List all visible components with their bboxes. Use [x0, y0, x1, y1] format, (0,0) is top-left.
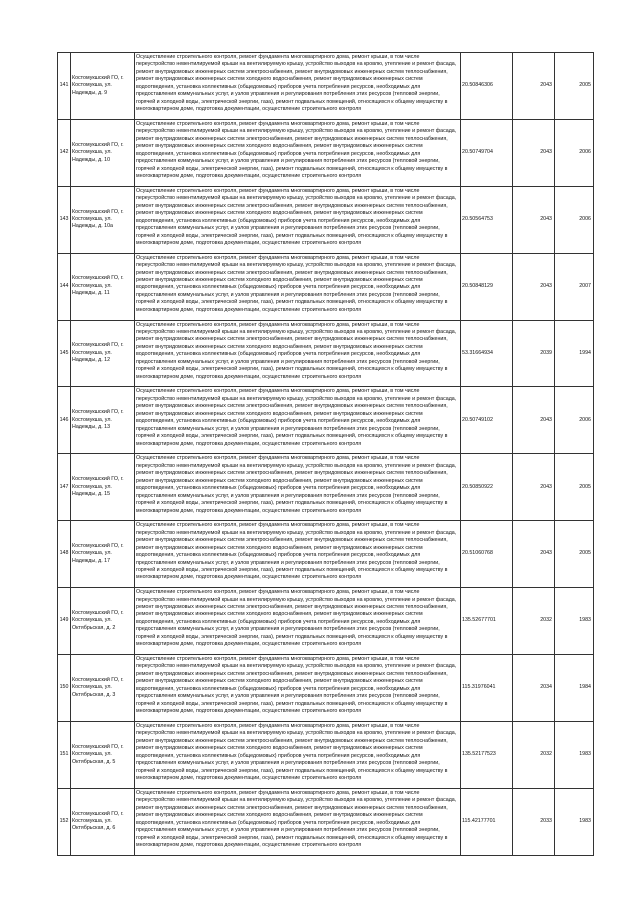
row-year-plan: 2043	[513, 387, 555, 454]
table-row	[58, 253, 594, 320]
row-year-plan: 2039	[513, 320, 555, 387]
row-year-plan: 2032	[513, 721, 555, 788]
row-cost: 20.50846306	[461, 53, 513, 120]
table-row	[58, 721, 594, 788]
row-year-built: 2006	[555, 387, 594, 454]
row-year-plan: 2033	[513, 788, 555, 855]
row-cost: 20.50564753	[461, 186, 513, 253]
row-number: 151	[58, 721, 71, 788]
capital-repair-table	[57, 52, 594, 856]
row-number: 146	[58, 387, 71, 454]
row-address: Костомукшский ГО, г. Костомукша, ул. Надежды, д. 17	[71, 521, 135, 588]
table-row	[58, 53, 594, 120]
table-row	[58, 655, 594, 722]
row-year-plan: 2043	[513, 454, 555, 521]
row-cost: 135.52177523	[461, 721, 513, 788]
row-number: 144	[58, 253, 71, 320]
table-row	[58, 119, 594, 186]
row-year-built: 2005	[555, 521, 594, 588]
row-number: 147	[58, 454, 71, 521]
row-number: 149	[58, 588, 71, 655]
row-number: 150	[58, 655, 71, 722]
row-work-description: Осуществление строительного контроля, ремонт фундамента многоквартирного дома, ремонт крыши, в том числе переустройство невентилируемой крыши на вентилируемую крышу, устройство выходов на кровлю, утепление и ремонт фасада, ремонт внутридомовых инженерных систем электроснабжения, ремонт внутридомовых инженерных систем теплоснабжения, ремонт внутридомовых инженерных систем холодного водоснабжения, ремонт внутридомовых инженерных систем водоотведения, установка коллективных (общедомовых) приборов учета потребления ресурсов, необходимых для предоставления коммунальных услуг, и узлов управления и регулирования потребления этих ресурсов (тепловой энергии, горячей и холодной воды, электрической энергии, газа), ремонт подвальных помещений, относящихся к общему имуществу в многоквартирном доме, подготовка документации, осуществление строительного контроля	[135, 721, 461, 788]
row-address: Костомукшский ГО, г. Костомукша, ул. Октябрьская, д. 3	[71, 655, 135, 722]
row-cost: 115.31976041	[461, 655, 513, 722]
row-cost: 115.42177701	[461, 788, 513, 855]
row-number: 148	[58, 521, 71, 588]
row-year-built: 1983	[555, 788, 594, 855]
row-cost: 20.50749102	[461, 387, 513, 454]
row-cost: 20.50850922	[461, 454, 513, 521]
table-row	[58, 588, 594, 655]
row-work-description: Осуществление строительного контроля, ремонт фундамента многоквартирного дома, ремонт крыши, в том числе переустройство невентилируемой крыши на вентилируемую крышу, устройство выходов на кровлю, утепление и ремонт фасада, ремонт внутридомовых инженерных систем электроснабжения, ремонт внутридомовых инженерных систем теплоснабжения, ремонт внутридомовых инженерных систем холодного водоснабжения, ремонт внутридомовых инженерных систем водоотведения, установка коллективных (общедомовых) приборов учета потребления ресурсов, необходимых для предоставления коммунальных услуг, и узлов управления и регулирования потребления этих ресурсов (тепловой энергии, горячей и холодной воды, электрической энергии, газа), ремонт подвальных помещений, относящихся к общему имуществу в многоквартирном доме, подготовка документации, осуществление строительного контроля	[135, 119, 461, 186]
row-address: Костомукшский ГО, г. Костомукша, ул. Октябрьская, д. 6	[71, 788, 135, 855]
row-year-plan: 2034	[513, 655, 555, 722]
row-work-description: Осуществление строительного контроля, ремонт фундамента многоквартирного дома, ремонт крыши, в том числе переустройство невентилируемой крыши на вентилируемую крышу, устройство выходов на кровлю, утепление и ремонт фасада, ремонт внутридомовых инженерных систем электроснабжения, ремонт внутридомовых инженерных систем теплоснабжения, ремонт внутридомовых инженерных систем холодного водоснабжения, ремонт внутридомовых инженерных систем водоотведения, установка коллективных (общедомовых) приборов учета потребления ресурсов, необходимых для предоставления коммунальных услуг, и узлов управления и регулирования потребления этих ресурсов (тепловой энергии, горячей и холодной воды, электрической энергии, газа), ремонт подвальных помещений, относящихся к общему имуществу в многоквартирном доме, подготовка документации, осуществление строительного контроля	[135, 186, 461, 253]
row-year-plan: 2043	[513, 53, 555, 120]
row-address: Костомукшский ГО, г. Костомукша, ул. Надежды, д. 9	[71, 53, 135, 120]
row-year-built: 1983	[555, 721, 594, 788]
row-year-built: 1984	[555, 655, 594, 722]
row-cost: 20.50749704	[461, 119, 513, 186]
row-work-description: Осуществление строительного контроля, ремонт фундамента многоквартирного дома, ремонт крыши, в том числе переустройство невентилируемой крыши на вентилируемую крышу, устройство выходов на кровлю, утепление и ремонт фасада, ремонт внутридомовых инженерных систем электроснабжения, ремонт внутридомовых инженерных систем теплоснабжения, ремонт внутридомовых инженерных систем холодного водоснабжения, ремонт внутридомовых инженерных систем водоотведения, установка коллективных (общедомовых) приборов учета потребления ресурсов, необходимых для предоставления коммунальных услуг, и узлов управления и регулирования потребления этих ресурсов (тепловой энергии, горячей и холодной воды, электрической энергии, газа), ремонт подвальных помещений, относящихся к общему имуществу в многоквартирном доме, подготовка документации, осуществление строительного контроля	[135, 53, 461, 120]
row-work-description: Осуществление строительного контроля, ремонт фундамента многоквартирного дома, ремонт крыши, в том числе переустройство невентилируемой крыши на вентилируемую крышу, устройство выходов на кровлю, утепление и ремонт фасада, ремонт внутридомовых инженерных систем электроснабжения, ремонт внутридомовых инженерных систем теплоснабжения, ремонт внутридомовых инженерных систем холодного водоснабжения, ремонт внутридомовых инженерных систем водоотведения, установка коллективных (общедомовых) приборов учета потребления ресурсов, необходимых для предоставления коммунальных услуг, и узлов управления и регулирования потребления этих ресурсов (тепловой энергии, горячей и холодной воды, электрической энергии, газа), ремонт подвальных помещений, относящихся к общему имуществу в многоквартирном доме, подготовка документации, осуществление строительного контроля	[135, 387, 461, 454]
table-body	[58, 53, 594, 856]
row-year-built: 2006	[555, 119, 594, 186]
row-number: 143	[58, 186, 71, 253]
row-number: 141	[58, 53, 71, 120]
row-number: 145	[58, 320, 71, 387]
row-year-plan: 2032	[513, 588, 555, 655]
row-address: Костомукшский ГО, г. Костомукша, ул. Надежды, д. 12	[71, 320, 135, 387]
row-address: Костомукшский ГО, г. Костомукша, ул. Октябрьская, д. 5	[71, 721, 135, 788]
row-year-built: 2006	[555, 186, 594, 253]
row-cost: 135.52677701	[461, 588, 513, 655]
row-cost: 20.51060768	[461, 521, 513, 588]
row-address: Костомукшский ГО, г. Костомукша, ул. Надежды, д. 13	[71, 387, 135, 454]
row-year-built: 1994	[555, 320, 594, 387]
row-year-built: 2005	[555, 53, 594, 120]
row-work-description: Осуществление строительного контроля, ремонт фундамента многоквартирного дома, ремонт крыши, в том числе переустройство невентилируемой крыши на вентилируемую крышу, устройство выходов на кровлю, утепление и ремонт фасада, ремонт внутридомовых инженерных систем электроснабжения, ремонт внутридомовых инженерных систем теплоснабжения, ремонт внутридомовых инженерных систем холодного водоснабжения, ремонт внутридомовых инженерных систем водоотведения, установка коллективных (общедомовых) приборов учета потребления ресурсов, необходимых для предоставления коммунальных услуг, и узлов управления и регулирования потребления этих ресурсов (тепловой энергии, горячей и холодной воды, электрической энергии, газа), ремонт подвальных помещений, относящихся к общему имуществу в многоквартирном доме, подготовка документации, осуществление строительного контроля	[135, 588, 461, 655]
row-year-plan: 2043	[513, 186, 555, 253]
row-cost: 53.31664934	[461, 320, 513, 387]
row-number: 152	[58, 788, 71, 855]
row-year-plan: 2043	[513, 253, 555, 320]
row-year-plan: 2043	[513, 521, 555, 588]
row-address: Костомукшский ГО, г. Костомукша, ул. Надежды, д. 11	[71, 253, 135, 320]
row-address: Костомукшский ГО, г. Костомукша, ул. Надежды, д. 10	[71, 119, 135, 186]
row-address: Костомукшский ГО, г. Костомукша, ул. Октябрьская, д. 2	[71, 588, 135, 655]
row-address: Костомукшский ГО, г. Костомукша, ул. Надежды, д. 15	[71, 454, 135, 521]
row-year-built: 2005	[555, 454, 594, 521]
row-work-description: Осуществление строительного контроля, ремонт фундамента многоквартирного дома, ремонт крыши, в том числе переустройство невентилируемой крыши на вентилируемую крышу, устройство выходов на кровлю, утепление и ремонт фасада, ремонт внутридомовых инженерных систем электроснабжения, ремонт внутридомовых инженерных систем теплоснабжения, ремонт внутридомовых инженерных систем холодного водоснабжения, ремонт внутридомовых инженерных систем водоотведения, установка коллективных (общедомовых) приборов учета потребления ресурсов, необходимых для предоставления коммунальных услуг, и узлов управления и регулирования потребления этих ресурсов (тепловой энергии, горячей и холодной воды, электрической энергии, газа), ремонт подвальных помещений, относящихся к общему имуществу в многоквартирном доме, подготовка документации, осуществление строительного контроля	[135, 253, 461, 320]
row-number: 142	[58, 119, 71, 186]
row-year-plan: 2043	[513, 119, 555, 186]
table-row	[58, 454, 594, 521]
table-row	[58, 387, 594, 454]
row-address: Костомукшский ГО, г. Костомукша, ул. Надежды, д. 10а	[71, 186, 135, 253]
row-work-description: Осуществление строительного контроля, ремонт фундамента многоквартирного дома, ремонт крыши, в том числе переустройство невентилируемой крыши на вентилируемую крышу, устройство выходов на кровлю, утепление и ремонт фасада, ремонт внутридомовых инженерных систем электроснабжения, ремонт внутридомовых инженерных систем теплоснабжения, ремонт внутридомовых инженерных систем холодного водоснабжения, ремонт внутридомовых инженерных систем водоотведения, установка коллективных (общедомовых) приборов учета потребления ресурсов, необходимых для предоставления коммунальных услуг, и узлов управления и регулирования потребления этих ресурсов (тепловой энергии, горячей и холодной воды, электрической энергии, газа), ремонт подвальных помещений, относящихся к общему имуществу в многоквартирном доме, подготовка документации, осуществление строительного контроля	[135, 320, 461, 387]
table-row	[58, 320, 594, 387]
table-row	[58, 788, 594, 855]
table-row	[58, 521, 594, 588]
row-year-built: 1983	[555, 588, 594, 655]
row-work-description: Осуществление строительного контроля, ремонт фундамента многоквартирного дома, ремонт крыши, в том числе переустройство невентилируемой крыши на вентилируемую крышу, устройство выходов на кровлю, утепление и ремонт фасада, ремонт внутридомовых инженерных систем электроснабжения, ремонт внутридомовых инженерных систем теплоснабжения, ремонт внутридомовых инженерных систем холодного водоснабжения, ремонт внутридомовых инженерных систем водоотведения, установка коллективных (общедомовых) приборов учета потребления ресурсов, необходимых для предоставления коммунальных услуг, и узлов управления и регулирования потребления этих ресурсов (тепловой энергии, горячей и холодной воды, электрической энергии, газа), ремонт подвальных помещений, относящихся к общему имуществу в многоквартирном доме, подготовка документации, осуществление строительного контроля	[135, 454, 461, 521]
row-work-description: Осуществление строительного контроля, ремонт фундамента многоквартирного дома, ремонт крыши, в том числе переустройство невентилируемой крыши на вентилируемую крышу, устройство выходов на кровлю, утепление и ремонт фасада, ремонт внутридомовых инженерных систем электроснабжения, ремонт внутридомовых инженерных систем теплоснабжения, ремонт внутридомовых инженерных систем холодного водоснабжения, ремонт внутридомовых инженерных систем водоотведения, установка коллективных (общедомовых) приборов учета потребления ресурсов, необходимых для предоставления коммунальных услуг, и узлов управления и регулирования потребления этих ресурсов (тепловой энергии, горячей и холодной воды, электрической энергии, газа), ремонт подвальных помещений, относящихся к общему имуществу в многоквартирном доме, подготовка документации, осуществление строительного контроля	[135, 655, 461, 722]
row-work-description: Осуществление строительного контроля, ремонт фундамента многоквартирного дома, ремонт крыши, в том числе переустройство невентилируемой крыши на вентилируемую крышу, устройство выходов на кровлю, утепление и ремонт фасада, ремонт внутридомовых инженерных систем электроснабжения, ремонт внутридомовых инженерных систем теплоснабжения, ремонт внутридомовых инженерных систем холодного водоснабжения, ремонт внутридомовых инженерных систем водоотведения, установка коллективных (общедомовых) приборов учета потребления ресурсов, необходимых для предоставления коммунальных услуг, и узлов управления и регулирования потребления этих ресурсов (тепловой энергии, горячей и холодной воды, электрической энергии, газа), ремонт подвальных помещений, относящихся к общему имуществу в многоквартирном доме, подготовка документации, осуществление строительного контроля	[135, 788, 461, 855]
row-cost: 20.50848129	[461, 253, 513, 320]
row-work-description: Осуществление строительного контроля, ремонт фундамента многоквартирного дома, ремонт крыши, в том числе переустройство невентилируемой крыши на вентилируемую крышу, устройство выходов на кровлю, утепление и ремонт фасада, ремонт внутридомовых инженерных систем электроснабжения, ремонт внутридомовых инженерных систем теплоснабжения, ремонт внутридомовых инженерных систем холодного водоснабжения, ремонт внутридомовых инженерных систем водоотведения, установка коллективных (общедомовых) приборов учета потребления ресурсов, необходимых для предоставления коммунальных услуг, и узлов управления и регулирования потребления этих ресурсов (тепловой энергии, горячей и холодной воды, электрической энергии, газа), ремонт подвальных помещений, относящихся к общему имуществу в многоквартирном доме, подготовка документации, осуществление строительного контроля	[135, 521, 461, 588]
row-year-built: 2007	[555, 253, 594, 320]
table-row	[58, 186, 594, 253]
